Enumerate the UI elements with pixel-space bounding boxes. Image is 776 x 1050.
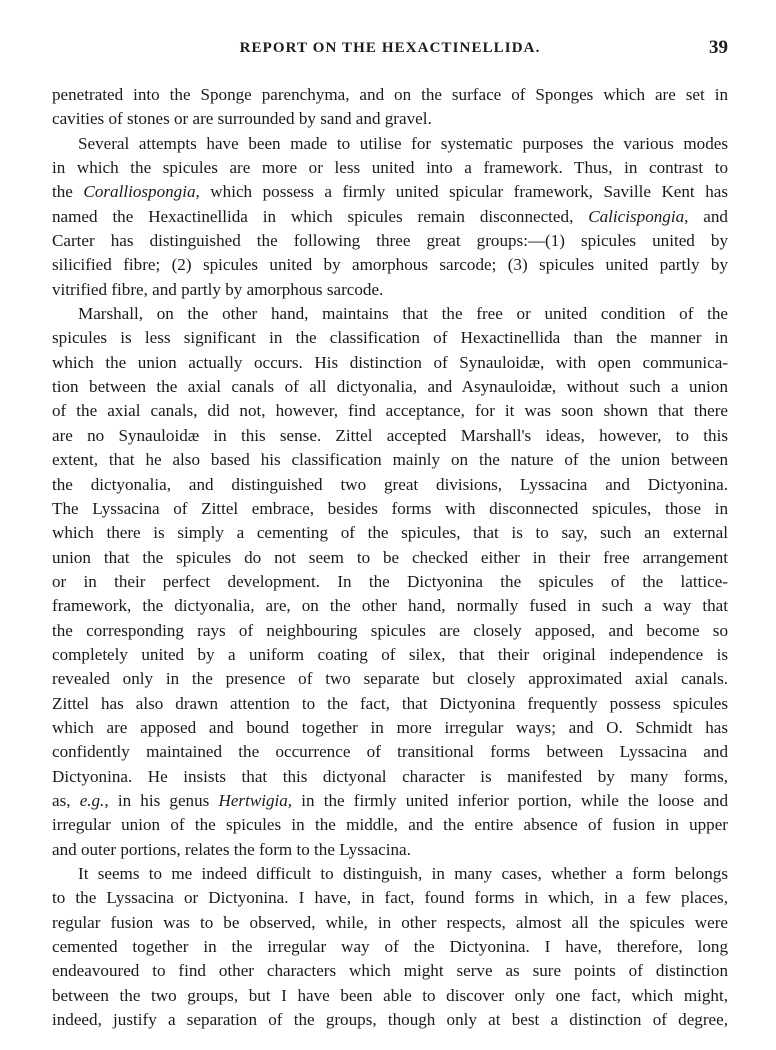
text-line — [52, 984, 728, 1008]
text-line — [52, 935, 728, 959]
text-run: the — [52, 182, 84, 202]
text-line — [52, 205, 728, 229]
text-run: in which the spicules are more or less united into a framework. Thus, in contrast to — [52, 158, 728, 178]
text-line — [52, 643, 728, 667]
text-run: Marshall, on the other hand, maintains that the free or united condition of the — [78, 304, 728, 324]
text-line — [52, 959, 728, 983]
text-run: between the two groups, but I have been able to discover only one fact, which might, — [52, 985, 728, 1005]
page-number: 39 — [709, 37, 728, 58]
text-line — [52, 351, 728, 375]
text-run: named the Hexactinellida in which spicules remain disconnected, — [52, 206, 589, 226]
text-run: and outer portions, relates the form to the Lyssacina. — [52, 839, 411, 859]
text-line — [52, 619, 728, 643]
text-run: in the firmly united inferior portion, while the loose and — [292, 790, 728, 810]
text-line — [52, 911, 728, 935]
text-run: which possess a firmly united spicular framework, Saville Kent has — [199, 182, 728, 202]
text-run: indeed, justify a separation of the groups, though only at best a distinction of degree, — [52, 1010, 728, 1030]
text-line — [52, 594, 728, 618]
text-line — [52, 180, 728, 204]
text-line — [52, 375, 728, 399]
text-line — [52, 570, 728, 594]
text-run: silicified fibre; (2) spicules united by amorphous sarcode; (3) spicules united partly by — [52, 255, 728, 275]
text-run: irregular union of the spicules in the middle, and the entire absence of fusion in upper — [52, 815, 728, 835]
text-line — [52, 521, 728, 545]
text-line — [52, 692, 728, 716]
text-run: Carter has distinguished the following three great groups:—(1) spicules united by — [52, 231, 728, 251]
italic-term: Hertwigia, — [218, 790, 293, 810]
text-line — [52, 862, 728, 886]
text-line — [52, 886, 728, 910]
text-run: Several attempts have been made to utilise for systematic purposes the various modes — [78, 133, 728, 153]
body-text — [52, 83, 728, 1032]
text-run: in his genus — [108, 790, 219, 810]
text-line — [52, 132, 728, 156]
text-run: cemented together in the irregular way of the Dictyonina. I have, therefore, long — [52, 937, 728, 957]
text-run: which there is simply a cementing of the spicules, that is to say, such an external — [52, 523, 728, 543]
text-run: as, — [52, 790, 80, 810]
text-run: endeavoured to find other characters which might serve as sure points of distinction — [52, 961, 728, 981]
text-run: confidently maintained the occurrence of transitional forms between Lyssacina and — [52, 742, 728, 762]
text-line — [52, 740, 728, 764]
text-run: regular fusion was to be observed, while, in other respects, almost all the spicules were — [52, 912, 728, 932]
text-line — [52, 497, 728, 521]
text-run: and — [688, 206, 728, 226]
text-run: vitrified fibre, and partly by amorphous sarcode. — [52, 279, 384, 299]
text-run: cavities of stones or are surrounded by sand and gravel. — [52, 109, 432, 129]
text-line — [52, 278, 728, 302]
text-line — [52, 789, 728, 813]
text-run: the corresponding rays of neighbouring spicules are closely apposed, and become so — [52, 620, 728, 640]
text-run: which the union actually occurs. His distinction of Synauloidæ, with open communica- — [52, 352, 728, 372]
italic-term: e.g., — [79, 790, 109, 810]
text-run: of the axial canals, did not, however, find acceptance, for it was soon shown that there — [52, 401, 728, 421]
text-run: completely united by a uniform coating of silex, that their original independence is — [52, 644, 728, 664]
text-line — [52, 107, 728, 131]
text-run: Dictyonina. He insists that this dictyonal character is manifested by many forms, — [52, 766, 728, 786]
text-line — [52, 838, 728, 862]
text-run: extent, that he also based his classification mainly on the nature of the union between — [52, 450, 728, 470]
running-title: REPORT ON THE HEXACTINELLIDA. — [239, 40, 541, 56]
text-line — [52, 667, 728, 691]
text-line — [52, 813, 728, 837]
text-run: penetrated into the Sponge parenchyma, and on the surface of Sponges which are set in — [52, 85, 728, 104]
text-run: Zittel has also drawn attention to the fact, that Dictyonina frequently possess spicules — [52, 693, 728, 713]
text-line — [52, 156, 728, 180]
text-run: revealed only in the presence of two separate but closely approximated axial canals. — [52, 669, 728, 689]
page-header — [52, 37, 728, 66]
text-run: union that the spicules do not seem to be checked either in their free arrangement — [52, 547, 728, 567]
italic-term: Coralliospongia, — [83, 182, 200, 202]
text-line — [52, 399, 728, 423]
text-line — [52, 1008, 728, 1032]
text-run: The Lyssacina of Zittel embrace, besides forms with disconnected spicules, those in — [52, 498, 728, 518]
text-run: the dictyonalia, and distinguished two great divisions, Lyssacina and Dictyonina. — [52, 474, 728, 494]
text-line — [52, 473, 728, 497]
text-run: are no Synauloidæ in this sense. Zittel accepted Marshall's ideas, however, to this — [52, 425, 728, 445]
text-run: which are apposed and bound together in more irregular ways; and O. Schmidt has — [52, 717, 728, 737]
text-line — [52, 716, 728, 740]
text-line — [52, 546, 728, 570]
text-line — [52, 326, 728, 350]
text-line — [52, 765, 728, 789]
text-line — [52, 424, 728, 448]
italic-term: Calicispongia, — [588, 206, 689, 226]
text-line — [52, 83, 728, 107]
text-run: tion between the axial canals of all dictyonalia, and Asynauloidæ, without such a union — [52, 377, 728, 397]
text-run: spicules is less significant in the classification of Hexactinellida than the manner in — [52, 328, 728, 348]
text-line — [52, 253, 728, 277]
text-line — [52, 229, 728, 253]
text-run: It seems to me indeed difficult to distinguish, in many cases, whether a form belongs — [78, 864, 728, 883]
text-run: or in their perfect development. In the Dictyonina the spicules of the lattice- — [52, 571, 728, 591]
text-line — [52, 302, 728, 326]
text-line — [52, 448, 728, 472]
text-run: to the Lyssacina or Dictyonina. I have, in fact, found forms in which, in a few places, — [52, 888, 728, 908]
text-run: framework, the dictyonalia, are, on the other hand, normally fused in such a way that — [52, 596, 728, 616]
